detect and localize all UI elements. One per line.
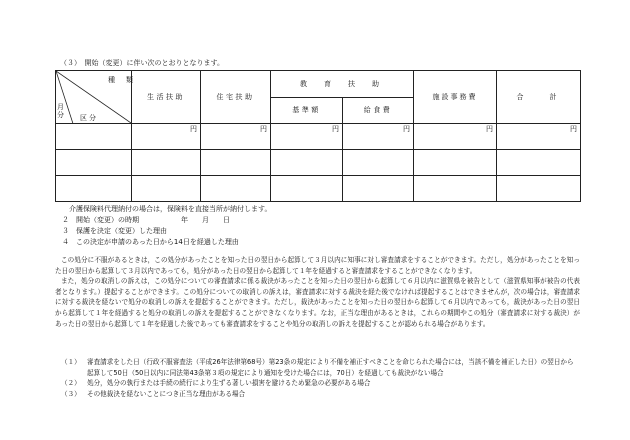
assistance-table: [55, 70, 581, 202]
header-kyushoku: 給食費: [343, 97, 414, 124]
list-item: （１） 審査請求をした日（行政不服審査法（平成26年法律第68号）第23条の規定により不備を補正すべきことを命じられた場合には，当該不備を補正した日）の翌日から起算して50日（50日以内に同法第43条第３項の規定により通知を受けた場合には，70日）を経過しても裁決がない場合: [61, 358, 574, 377]
table-corner-cell: [56, 71, 135, 124]
header-jutaku: 住宅扶助: [201, 71, 271, 124]
notice-paragraph: この処分に不服があるときは，この処分があったことを知った日の翌日から起算して３月以内に知事に対し審査請求をすることができます。ただし，処分があったことを知った日の翌日から起算して３月以内であっても，処分があった日の翌日から起算して１年を経過すると審査請求をすることができなくなります。: [55, 256, 580, 275]
header-kijun: 基準額: [271, 97, 343, 124]
notice-paragraph: また，処分の取消しの訴えは，この処分についての審査請求に係る裁決があったことを知った日の翌日から起算して６月以内に滋賀県を被告として（滋賀県知事が被告の代表者となります。）提起することができます。この処分についての取消しの訴えは，審査請求に対する裁決を経た後でなければ提起することはできませんが，次の場合は，審査請求に対する裁決を経ないで処分の取消しの訴えを提起することができます。ただし，裁決があったことを知った日の翌日から起算して６月以内であっても，裁決があった日の翌日から起算して１年を経過すると処分の取消しの訴えを提起することができなくなります。なお，正当な理由があるときは，これらの期間やこの処分（審査請求に対する裁決）があった日の翌日から起算して１年を経過した後であっても審査請求をすることや処分の取消しの訴えを提起することが認められる場合があります。: [55, 277, 580, 328]
corner-division-label: 区分: [80, 114, 98, 122]
unit-label: 円: [414, 124, 497, 150]
premium-note: 介護保険料代理納付の場合は，保険料を直接当所が納付します。: [55, 205, 272, 213]
table-row: [56, 176, 581, 202]
list-item: （２） 処分，処分の執行または手続の続行により生ずる著しい損害を避けるため緊急の必要がある場合: [61, 379, 371, 388]
corner-month-label: 月分: [57, 103, 64, 119]
exception-list: [55, 357, 580, 399]
unit-label: 円: [343, 124, 414, 150]
unit-label: 円: [497, 124, 581, 150]
unit-label: 円: [132, 124, 201, 150]
unit-label: 円: [271, 124, 343, 150]
item-start-date: ２ 開始（変更）の時期 年 月 日: [55, 216, 230, 224]
header-seikatsu: 生活扶助: [132, 71, 201, 124]
table-row: [56, 124, 581, 150]
section-heading: （３） 開始（変更）に伴い次のとおりとなります。: [60, 59, 224, 67]
corner-type-label: 種 類: [108, 76, 135, 84]
header-gokei: 合 計: [497, 71, 581, 124]
appeal-notice: [55, 255, 580, 329]
header-shisetsu: 施設事務費: [414, 71, 497, 124]
numbered-items: [55, 204, 271, 248]
unit-label: 円: [201, 124, 271, 150]
table-row: [56, 150, 581, 176]
item-delay-reason: ４ この決定が申請のあった日から14日を経過した理由: [55, 238, 239, 246]
header-kyoiku: 教 育 扶 助: [271, 71, 414, 98]
list-item: （３） その他裁決を経ないことにつき正当な理由がある場合: [61, 389, 246, 398]
item-decision-reason: ３ 保護を決定（変更）した理由: [55, 227, 167, 235]
month-cell: [56, 124, 132, 150]
